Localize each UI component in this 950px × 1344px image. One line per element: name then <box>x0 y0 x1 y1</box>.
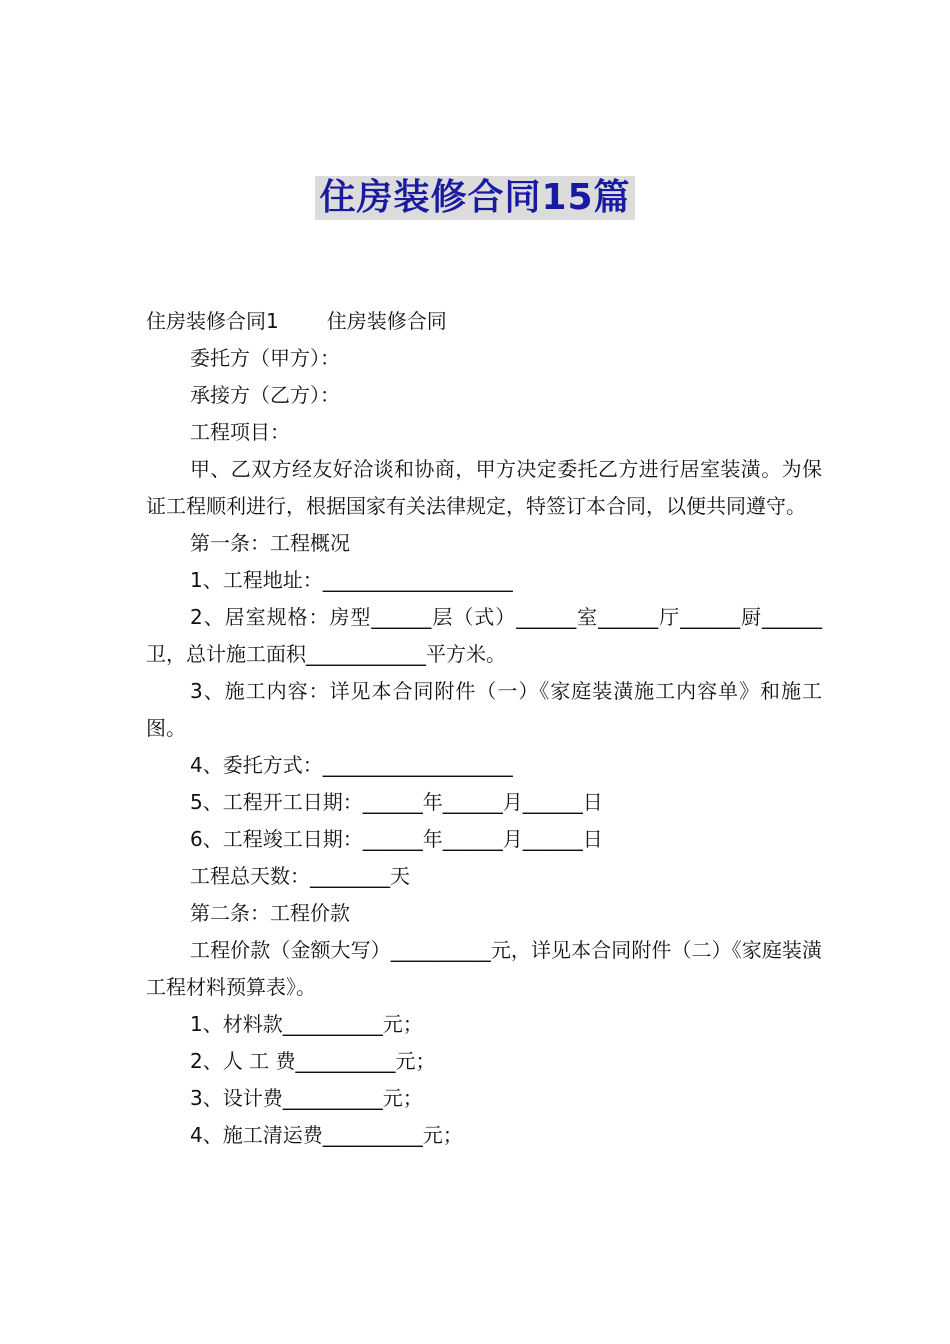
project-price-paragraph: 工程价款（金额大写）__________元，详见本合同附件（二）《家庭装潢工程材料预算表》。 <box>146 938 822 999</box>
contract-heading-line <box>146 303 822 340</box>
total-days-line: 工程总天数：________天 <box>190 864 410 888</box>
article-one-heading: 第一条：工程概况 <box>190 531 350 555</box>
contract-name: 住房装修合同 <box>326 309 447 333</box>
material-fee-line: 1、材料款__________元； <box>190 1012 423 1036</box>
design-fee-line: 3、设计费__________元； <box>190 1086 423 1110</box>
article-two-heading: 第二条：工程价款 <box>190 901 350 925</box>
commission-method-line: 4、委托方式：___________________ <box>190 753 513 777</box>
project-address-line: 1、工程地址：___________________ <box>190 568 513 592</box>
project-line: 工程项目： <box>190 420 290 444</box>
labor-fee-line: 2、人 工 费__________元； <box>190 1049 436 1073</box>
party-b-line: 承接方（乙方）： <box>190 383 340 407</box>
document-title: 住房装修合同15篇 <box>315 176 634 220</box>
cleanup-fee-line: 4、施工清运费__________元； <box>190 1123 463 1147</box>
contract-number: 住房装修合同1 <box>146 309 279 333</box>
party-a-line: 委托方（甲方）： <box>190 346 340 370</box>
completion-date-line: 6、工程竣工日期：______年______月______日 <box>190 827 603 851</box>
room-spec-paragraph: 2、居室规格：房型______层（式）______室______厅______厨______卫，总计施工面积____________平方米。 <box>146 605 822 666</box>
construction-content-paragraph: 3、施工内容：详见本合同附件（一）《家庭装潢施工内容单》和施工图。 <box>146 679 822 740</box>
contract-body <box>146 303 822 1154</box>
intro-paragraph: 甲、乙双方经友好洽谈和协商，甲方决定委托乙方进行居室装潢。为保证工程顺利进行，根据国家有关法律规定，特签订本合同，以便共同遵守。 <box>146 457 822 518</box>
document-title-block <box>0 176 950 220</box>
start-date-line: 5、工程开工日期：______年______月______日 <box>190 790 603 814</box>
